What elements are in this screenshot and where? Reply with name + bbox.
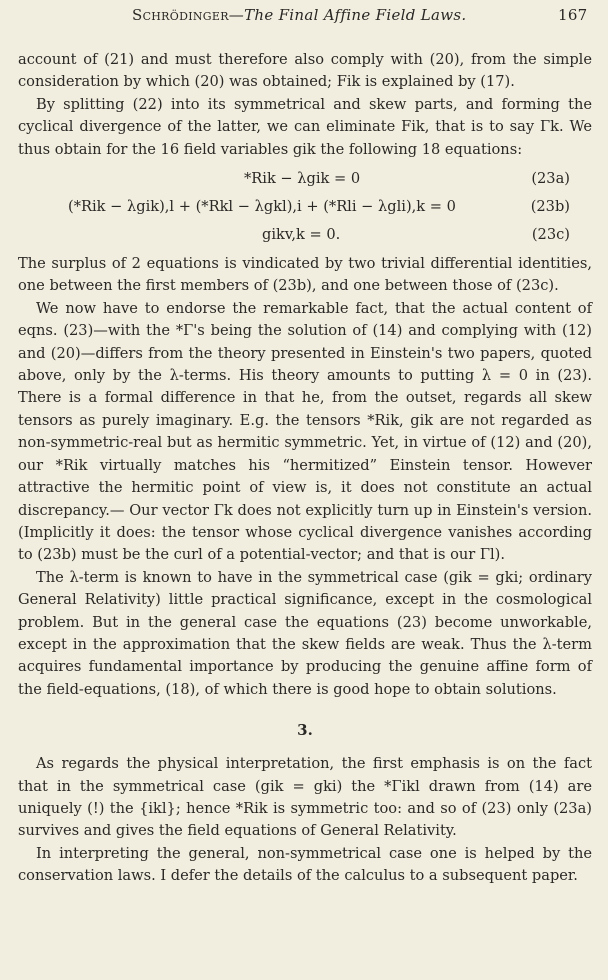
section-heading: 3. bbox=[297, 721, 313, 740]
paragraph: We now have to endorse the remarkable fact, that the actual content of eqns. (23)—with the *Γ's being the solution of (14) and complying with (12) and (20)—differs from the theory presented in Einstein's two papers, quoted above, only by the λ-terms. His theory amounts to putting λ = 0 in (23). There is a formal difference in that he, from the outset, regards all skew tensors as purely imaginary. E.g. the tensors *Rik, gik are not regarded as non-symmetric-real but as hermitic symmetric. Yet, in virtue of (12) and (20), our *Rik virtually matches his “hermitized” Einstein tensor. However attractive the hermitic point of view is, it does not constitute an actual discrepancy.— Our vector Γk does not explicitly turn up in Einstein's version. (Implicitly it does: the tensor whose cyclical divergence vanishes according to (23b) must be the curl of a potential-vector; and that is our Γl). bbox=[18, 299, 592, 564]
equation-number: (23c) bbox=[531, 226, 570, 244]
paragraph: In interpreting the general, non-symmetrical case one is helped by the conservation laws. I defer the details of the calculus to a subsequent paper. bbox=[18, 844, 592, 885]
paragraph: The λ-term is known to have in the symmetrical case (gik = gki; ordinary General Relativity) little practical significance, except in the cosmological problem. But in the general case the equations (23) become unworkable, except in the approximation that the skew fields are weak. Thus the λ-term acquires fundamental importance by producing the genuine affine form of the field-equations, (18), of which there is good hope to obtain solutions. bbox=[18, 568, 592, 698]
running-head-title: —The Final Affine Field Laws. bbox=[228, 6, 467, 24]
equation-23c bbox=[18, 223, 592, 247]
running-title bbox=[132, 6, 466, 24]
body-text bbox=[18, 49, 592, 888]
equation-23a bbox=[18, 167, 592, 191]
running-head-author: Schrödinger bbox=[132, 6, 229, 24]
paragraph: As regards the physical interpretation, the first emphasis is on the fact that in the symmetrical case (gik = gki) the *Γikl drawn from (14) are uniquely (!) the {ikl}; hence *Rik is symmetric too: and so of (23) only (23a) survives and gives the field equations of General Relativity. bbox=[18, 755, 592, 840]
equation-23b bbox=[18, 195, 592, 219]
equation-number: (23a) bbox=[531, 170, 570, 188]
paragraph: account of (21) and must therefore also comply with (20), from the simple consideration by which (20) was obtained; Fik is explained by (17). bbox=[18, 51, 592, 91]
page-number: 167 bbox=[558, 6, 588, 24]
running-head bbox=[0, 6, 608, 30]
paragraph: By splitting (22) into its symmetrical and skew parts, and forming the cyclical divergence of the latter, we can eliminate Fik, that is to say Γk. We thus obtain for the 16 field variables gik the following 18 equations: bbox=[18, 95, 592, 158]
paragraph: The surplus of 2 equations is vindicated by two trivial differential identities, one between the first members of (23b), and one between those of (23c). bbox=[18, 255, 592, 295]
equation-expression: *Rik − λgik = 0 bbox=[244, 170, 361, 188]
equation-expression: gikv,k = 0. bbox=[262, 226, 341, 244]
equation-number: (23b) bbox=[530, 198, 570, 216]
equation-expression: (*Rik − λgik),l + (*Rkl − λgkl),i + (*Rli − λgli),k = 0 bbox=[68, 198, 456, 216]
